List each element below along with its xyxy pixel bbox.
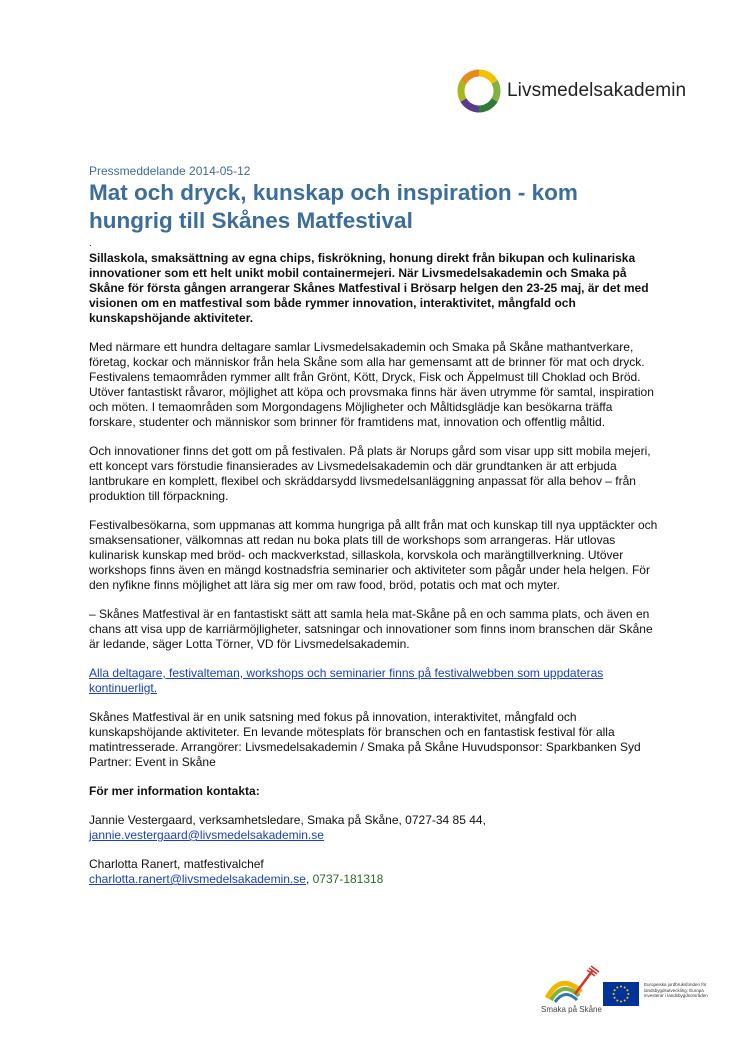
contact-2-separator: , (305, 872, 313, 886)
festival-web-link[interactable]: Alla deltagare, festivalteman, workshops och seminarier finns på festivalwebben som uppdateras kontinuerligt. (89, 666, 604, 695)
eu-fund-text: Europeiska jordbruksfonden för landsbygdsutveckling: Europa investerar i landsbygdsområden (644, 982, 708, 998)
fork-plate-icon (541, 964, 601, 1006)
contact-1-line: Jannie Vestergaard, verksamhetsledare, Smaka på Skåne, 0727-34 85 44, (89, 813, 486, 827)
body-paragraph-3: Festivalbesökarna, som uppmanas att komma hungriga på allt från mat och kunskap till nya upptäckter och smaksensationer, välkomnas att redan nu boka plats till de workshops som arrangeras. Här utlovas kulinarisk kunskap med bröd- och mackverkstad, sillaskola, korvskola och marängtillverkning. Utöver workshops finns även en mängd kostnadsfria seminarier och aktiviteter som pågår under hela helgen. För den nyfikne finns möjlighet att lära sig mer om raw food, bröd, potatis och mat och myter. (89, 518, 658, 592)
page-title: Mat och dryck, kunskap och inspiration - kom hungrig till Skånes Matfestival (89, 180, 578, 233)
contact-2 (89, 857, 659, 887)
contact-1-email-link[interactable]: jannie.vestergaard@livsmedelsakademin.se (89, 828, 324, 842)
eu-logo (603, 982, 716, 1006)
smaka-pa-skane-logo (541, 964, 601, 1020)
livsmedelsakademin-logo (457, 69, 686, 113)
body-paragraph-2: Och innovationer finns det gott om på festivalen. På plats är Norups gård som visar upp sitt mobila mejeri, ett koncept vars förstudie finansierades av Livsmedelsakademin och där grundtanken är att erbjuda lantbrukare en komplett, flexibel och skräddarsydd livsmedelsanläggning anpassat för alla behov – från produktion till förpackning. (89, 444, 651, 503)
separator-dot: . (89, 238, 92, 249)
contact-2-email-link[interactable]: charlotta.ranert@livsmedelsakademin.se (89, 872, 306, 886)
contact-2-line: Charlotta Ranert, matfestivalchef (89, 857, 264, 871)
release-date: Pressmeddelande 2014-05-12 (89, 164, 251, 178)
logo-ring-icon (457, 69, 501, 113)
smaka-logo-text: Smaka på Skåne (541, 1005, 602, 1014)
contact-heading: För mer information kontakta: (89, 784, 260, 798)
quote-paragraph: – Skånes Matfestival är en fantastiskt sätt att samla hela mat-Skåne på en och samma plats, och även en chans att visa upp de karriärmöjligheter, satsningar och innovationer som finns inom branschen där Skåne är ledande, säger Lotta Törner, VD för Livsmedelsakademin. (89, 607, 653, 651)
logo-text: Livsmedelsakademin (507, 80, 687, 101)
contact-1 (89, 813, 659, 843)
footer-logos (541, 964, 716, 1020)
about-paragraph: Skånes Matfestival är en unik satsning med fokus på innovation, interaktivitet, mångfald och kunskapshöjande aktiviteter. En levande mötesplats för branschen och en fantastisk festival för alla matintresserade. Arrangörer: Livsmedelsakademin / Smaka på Skåne Huvudsponsor: Sparkbanken Syd Partner: Event in Skåne (89, 710, 641, 769)
body-paragraph-1: Med närmare ett hundra deltagare samlar Livsmedelsakademin och Smaka på Skåne mathantverkare, företag, kockar och människor från hela Skåne som alla har gemensamt att de brinner för mat och dryck. Festivalens temaområden rymmer allt från Grönt, Kött, Dryck, Fisk och Äppelmust till Choklad och Bröd. Utöver fantastiskt råvaror, möjlighet att köpa och provsmaka finns här även utrymme för samtal, inspiration och möten. I temaområden som Morgondagens Möjligheter och Måltidsglädje kan besökarna träffa forskare, studenter och människor som brinner för framtidens mat, innovation och offentlig måltid. (89, 340, 654, 429)
contact-2-phone: 0737-181318 (312, 872, 384, 886)
lead-paragraph: Sillaskola, smaksättning av egna chips, fiskrökning, honung direkt från bikupan och kulinariska innovationer som ett helt unikt mobil containermejeri. När Livsmedelsakademin och Smaka på Skåne för första gången arrangerar Skånes Matfestival i Brösarp helgen den 23-25 maj, är det med visionen om en matfestival som både rymmer innovation, interaktivitet, mångfald och kunskapshöjande aktiviteter. (89, 251, 649, 325)
eu-flag-icon (603, 982, 639, 1006)
press-release (89, 164, 659, 887)
